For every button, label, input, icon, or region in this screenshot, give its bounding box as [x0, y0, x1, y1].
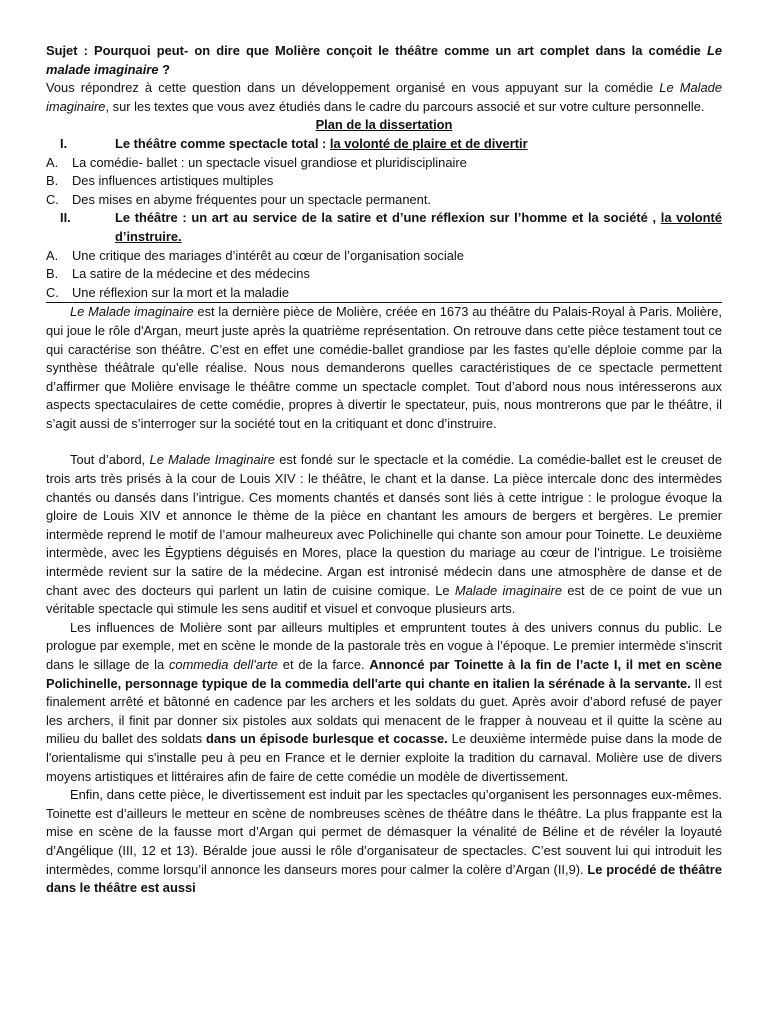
para1-title-2: Malade imaginaire — [454, 582, 562, 598]
plan-item-letter: C. — [46, 191, 59, 207]
instruction-title: Le Malade imaginaire — [46, 80, 723, 114]
plan-part-2-number: II. — [60, 210, 71, 226]
plan-title: Plan de la dissertation — [315, 117, 453, 133]
plan-item-text: Des mises en abyme fréquentes pour un spectacle permanent. — [72, 191, 431, 207]
para1-text-c: est fondé sur le spectacle et la comédie. La comédie-ballet est le creuset de trois arts très prisés à la cour de Louis XIV : le théâtre, le chant et la danse. La pièce intercale donc des intermèdes chantés ou dansés dans l’intrigue. Ces moments chantés et dansés sont liés à cette intrigue : le prologue évoque la gloire de Louis XIV et annonce le thème de la pièce en chantant les amours de bergers et bergères. Le premier intermède reprend le motif de l’amour malheureux avec Polichinelle qui chante son amour pour Toinette. Le deuxième intermède, avec les Égyptiens déguisés en Mores, place la question du mariage au cœur de l’intrigue. Le troisième intermède revient sur la satire de la médecine. Argan est intronisé médecin dans une atmosphère de danse et de chant avec des docteurs qui parlent un latin de cuisine comique. Le — [46, 452, 722, 598]
plan-item — [46, 154, 722, 173]
plan-item — [46, 191, 722, 210]
plan-item — [46, 265, 722, 284]
plan-part-1-title — [81, 135, 722, 154]
para1-title: Le Malade Imaginaire — [149, 452, 275, 468]
subject-line — [46, 42, 722, 79]
para2-bold-2: dans un épisode burlesque et cocasse. — [206, 731, 448, 747]
para2-text-c: et de la farce. — [277, 657, 370, 672]
plan-part-1-underlined: la volonté de plaire et de divertir — [329, 135, 528, 151]
para2-text-g: Le deuxième intermède puise dans la mode de l'orientalisme qui s'installe peu à peu en France et le dernier exploite la tradition du carnaval. Molière use de divers moyens artistiques et littéraires afin de faire de cette comédie un modèle de divertissement. — [46, 731, 722, 784]
body-paragraph-3 — [46, 786, 722, 898]
body-paragraph-1 — [46, 451, 722, 618]
plan-item-text: La satire de la médecine et des médecins — [72, 266, 310, 282]
plan-item-letter: B. — [46, 173, 59, 189]
para3-bold: Le procédé de théâtre dans le théâtre est aussi — [46, 861, 722, 896]
plan-item — [46, 172, 722, 191]
subject-prefix: Sujet : Pourquoi peut- on dire que Molière conçoit le théâtre comme un art complet dans la comédie — [46, 43, 707, 58]
intro-text: est la dernière pièce de Molière, créée en 1673 au théâtre du Palais-Royal à Paris. Molière, qui joue le rôle d'Argan, meurt juste après la quatrième représentation. On retrouve dans cette pièce testament tout ce qui caractérise son théâtre. C’est en effet une comédie-ballet grandiose par les fastes qu'elle déploie comme par la synthèse théâtrale qu'elle réalise. Nous nous demanderons quelles caractéristiques de ce spectacle permettent d’affirmer que Molière envisage le théâtre comme un spectacle complet. Tout d’abord nous nous intéresserons aux aspects spectaculaires de cette comédie, propres à divertir le spectateur, puis, nous montrerons que par le théâtre, il s’agit aussi de s’interroger sur la société tout en la critiquant et donc d’instruire. — [46, 304, 722, 431]
plan-part-1-lead: Le théâtre comme spectacle total : — [115, 135, 330, 151]
plan-item-text: Une réflexion sur la mort et la maladie — [72, 284, 290, 300]
para2-bold-1: Annoncé par Toinette à la fin de l’acte I, il met en scène Polichinelle, personnage typique de la commedia dell'arte qui chante en italien la sérénade à la servante. — [46, 657, 722, 691]
para2-text-e: Il est finalement arrêté et bâtonné en cadence par les archers et les soldats du guet. Après avoir d’abord refusé de payer les archers, il finit par donner six pistoles aux soldats qui menacent de le frapper à nouveau et il quitte la scène au milieu du ballet des soldats — [46, 675, 723, 747]
plan-part-1-number: I. — [60, 135, 68, 151]
para1-text-a: Tout d’abord, — [70, 452, 150, 468]
paragraph-gap — [46, 433, 722, 451]
plan-item-letter: C. — [46, 284, 59, 300]
instruction-part2: , sur les textes que vous avez étudiés dans le cadre du parcours associé et sur votre culture personnelle. — [105, 98, 705, 114]
intro-title: Le Malade imaginaire — [70, 304, 194, 320]
plan-item-text: Une critique des mariages d’intérêt au cœur de l’organisation sociale — [72, 247, 464, 263]
subject-suffix: ? — [158, 61, 170, 77]
plan-item-letter: B. — [46, 266, 59, 282]
instruction-text — [46, 79, 722, 116]
plan-item-letter: A. — [46, 154, 59, 170]
para2-italic: commedia dell'arte — [168, 657, 278, 672]
subject-title: Le malade imaginaire — [46, 43, 722, 77]
plan-item-text: La comédie- ballet : un spectacle visuel grandiose et pluridisciplinaire — [72, 154, 467, 170]
para1-text-e: est de ce point de vue un véritable spectacle qui stimule les sens auditif et visuel et convoque plusieurs arts. — [46, 582, 723, 617]
plan-item-last — [46, 284, 722, 303]
plan-item — [46, 247, 722, 266]
plan-part-2-title — [81, 209, 722, 246]
plan-part-2-lead: Le théâtre : un art au service de la satire et d’une réflexion sur l’homme et la société , — [115, 210, 661, 226]
para3-text-a: Enfin, dans cette pièce, le divertissement est induit par les spectacles qu’organisent les personnages eux-mêmes. Toinette est d’ailleurs le metteur en scène de nombreuses scènes de théâtre dans le théâtre. La plus frappante est la mise en scène de la fausse mort d’Argan qui permet de démasquer la vénalité de Béline et de révéler la loyauté d’Angélique (III, 12 et 13). Béralde joue aussi le rôle d’organisateur de spectacles. C’est souvent lui qui introduit les intermèdes, comme lorsqu’il annonce les danseurs mores pour calmer la colère d’Argan (II,9). — [46, 787, 722, 877]
plan-part-2 — [46, 209, 722, 246]
instruction-part1: Vous répondrez à cette question dans un développement organisé en vous appuyant sur la comédie — [46, 80, 660, 96]
plan-part-1 — [46, 135, 722, 154]
plan-item-letter: A. — [46, 247, 59, 263]
document-page — [46, 42, 722, 898]
plan-part-2-underlined: la volonté d’instruire. — [115, 210, 723, 244]
para2-text-a: Les influences de Molière sont par ailleurs multiples et empruntent toutes à des univers connus du public. Le prologue par exemple, met en scène le monde de la pastorale très en vogue à l’époque. Le premier intermède s'inscrit dans le sillage de la — [46, 619, 722, 672]
body-paragraph-2 — [46, 619, 722, 786]
introduction-paragraph — [46, 303, 722, 433]
plan-item-text: Des influences artistiques multiples — [72, 173, 274, 189]
